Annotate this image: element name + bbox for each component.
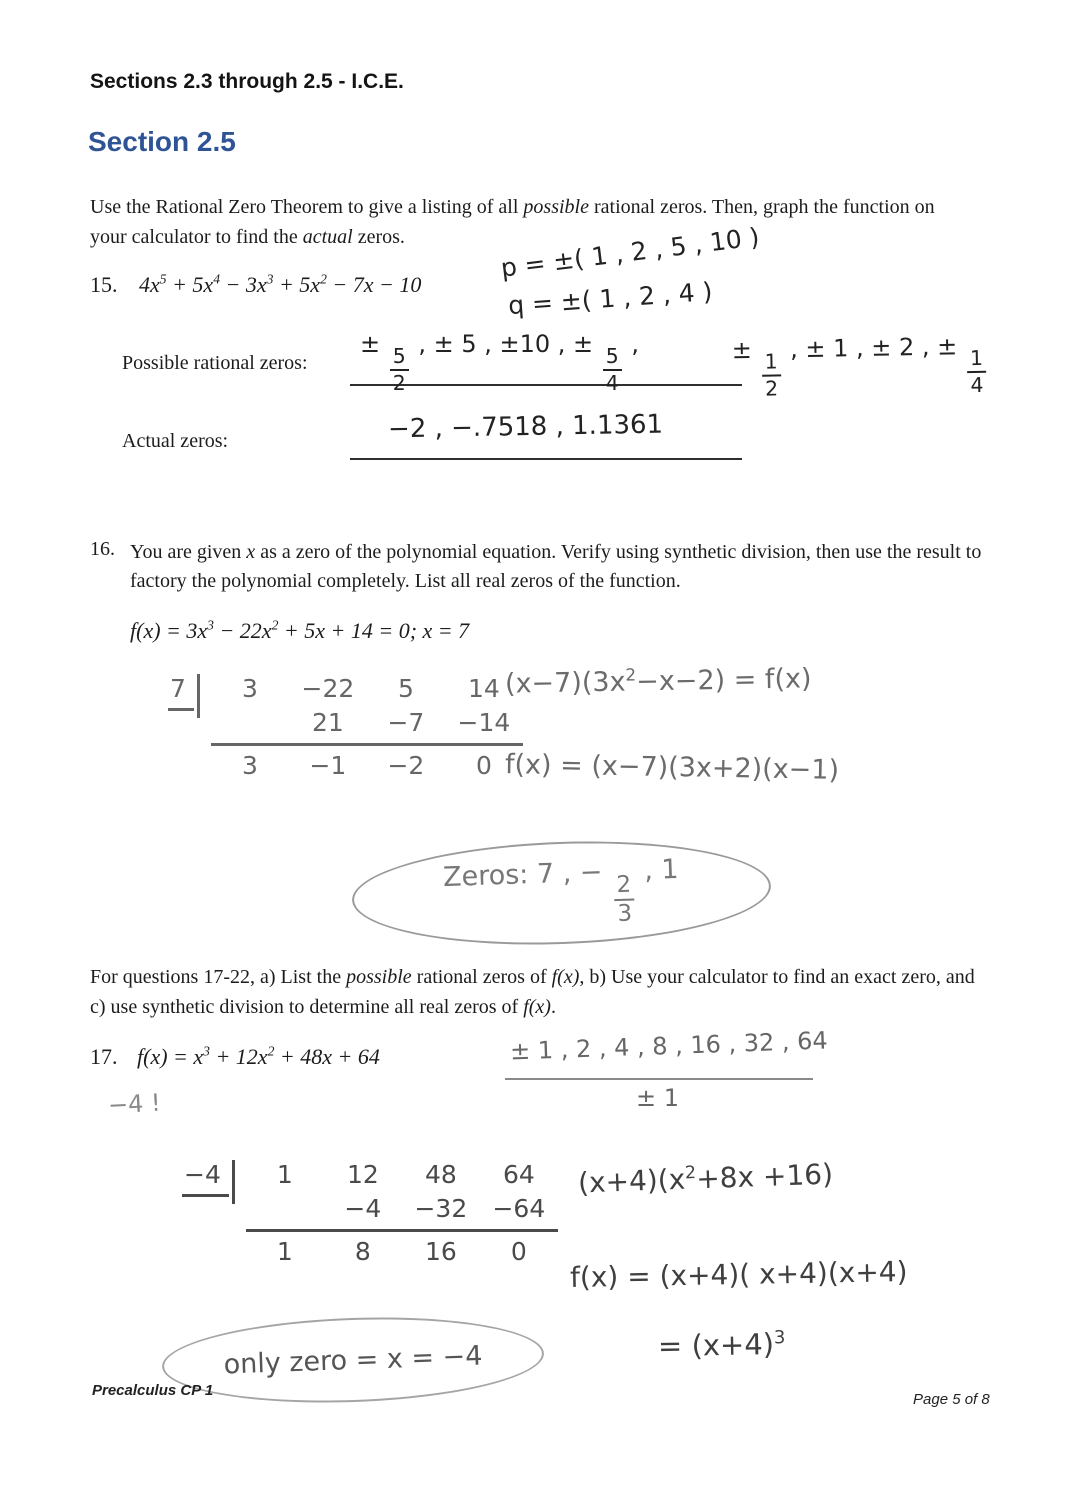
p16-x-italic: x [246,541,256,563]
actual-zeros-label: Actual zeros: [122,430,229,452]
syn16-row-products: 21 −7 −14 [211,706,523,746]
circled-only-zero-17 [161,1311,546,1408]
p16-seg3: as a zero of the polynomial equation. Verify using synthetic division, then use the result to factory the polynomial completely. List all real zeros of the function. [130,541,982,592]
syn16-row-result: 3 −1 −2 0 [241,750,492,780]
handwritten-17-cubed-form: = $(x+4)^3$ [657,1327,786,1364]
problem-16-equation: $f(x) = 3x^3 - 22x^2 + 5x + 14 = 0$; x = 7 [130,617,470,643]
syn16-divisor: 7 [168,672,194,711]
instr17-fx-italic-1: f(x) [551,966,580,988]
handwritten-17-possible-denominators: ± 1 [636,1084,680,1112]
possible-rational-zeros-label: Possible rational zeros: [122,352,308,374]
syn17-divisor: −4 [182,1158,229,1197]
problem-17-number: 17. [90,1044,118,1069]
synthetic-division-17 [182,1158,558,1268]
intro-actual-italic: actual [302,226,353,248]
problem-15-expression: $4x^5 + 5x^4 - 3x^3 + 5x^2 - 7x - 10$ [139,271,422,297]
handwritten-17-full-factorization: f(x) = (x+4)( x+4)(x+4) [569,1255,908,1294]
footer-course-label: Precalculus CP 1 [92,1382,214,1399]
handwritten-16-full-factorization: f(x) = (x−7)(3x+2)(x−1) [504,749,840,786]
handwritten-actual-zeros: −2 , −.7518 , 1.1361 [387,409,664,445]
syn17-row-result: 1 8 16 0 [276,1236,527,1266]
handwritten-17-possible-numerators: ± 1 , 2 , 4 , 8 , 16 , 32 , 64 [509,1026,829,1066]
handwritten-q-factors: q = ±( 1 , 2 , 4 ) [507,276,714,321]
handwritten-16-factored-quadratic: $(x-7)(3x^2-x-2) = f(x)$ [504,663,812,700]
intro-paragraph [90,192,970,252]
intro-seg1: Use the Rational Zero Theorem to give a listing of all [90,196,524,218]
handwritten-possible-zeros-a: ± $\frac{5}{2}$ , ± 5 , ±10 , ± $\frac{5}{4}$ , [360,330,640,395]
footer-page-number: Page 5 of 8 [913,1391,990,1408]
problem-16-number: 16. [90,538,115,560]
p16-seg1: You are given [130,541,247,563]
instructions-17-22: For questions 17-22, a) List the possible rational zeros of f(x), b) Use your calculator to find an exact zero, and c) use synthetic division to determine all real zeros of f(x). [90,966,975,1018]
intro-seg5: zeros. [352,226,405,248]
handwritten-possible-zeros-b: ± $\frac{1}{2}$ , ± 1 , ± 2 , ± $\frac{1}{4}$ [731,332,988,399]
syn17-row-products: −4 −32 −64 [246,1192,558,1232]
section-heading: Section 2.5 [88,126,236,157]
handwritten-17-only-zero: only zero = x = −4 [223,1339,483,1381]
intro-possible-italic: possible [523,196,589,218]
syn17-table [232,1158,558,1268]
intro-seg3: rational zeros. Then, graph the function on your calculator to find the [90,196,935,248]
problem-16-text [130,538,986,596]
syn16-table [197,672,523,782]
instr17-fx-italic-2: f(x) [523,996,551,1018]
circled-zeros-16 [350,835,772,952]
handwritten-p-factors: p = ±( 1 , 2 , 5 , 10 ) [499,222,761,283]
handwritten-17-test-note: −4 ! [107,1088,162,1120]
syn17-row-coefficients: 1 12 48 64 [276,1160,535,1189]
problem-15-line [90,272,421,298]
synthetic-division-16 [168,672,523,782]
worksheet-title: Sections 2.3 through 2.5 - I.C.E. [90,70,404,93]
problem-17-equation: $f(x) = x^3 + 12x^2 + 48x + 64$ [137,1043,380,1069]
instr17-possible-italic: possible [346,966,412,988]
problem-17-line [90,1044,380,1070]
handwritten-17-factored-quadratic: $(x+4)(x^2+8x +16)$ [577,1157,834,1200]
problem-15-number: 15. [90,272,118,297]
syn16-row-coefficients: 3 −22 5 14 [241,674,500,703]
handwritten-16-zeros: Zeros: 7 , − $\frac{2}{3}$ , 1 [442,853,680,928]
